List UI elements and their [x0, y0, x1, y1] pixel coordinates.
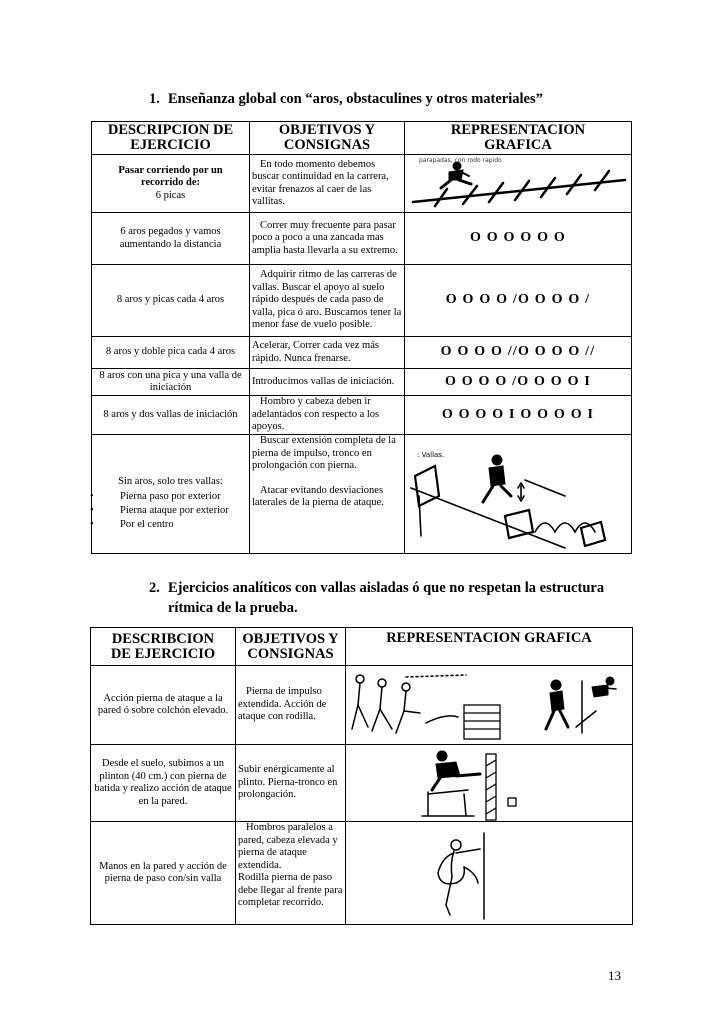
row-description: 6 aros pegados y vamos aumentando la distancia — [92, 213, 250, 265]
row-graphic-sequence: O O O O /O O O O I — [405, 369, 632, 396]
row-objectives: Introducimos vallas de iniciación. — [250, 369, 405, 396]
leg-attack-drawing — [346, 667, 632, 744]
header-objetivos: OBJETIVOS Y CONSIGNAS — [236, 628, 346, 666]
table-row — [92, 337, 632, 369]
header-descripcion: DESCRIPCION DE EJERCICIO — [92, 122, 250, 155]
row-graphic-sequence: O O O O //O O O O // — [405, 337, 632, 369]
section-1-title: Enseñanza global con “aros, obstaculines y otros materiales” — [168, 91, 543, 107]
description-bullets — [94, 490, 247, 532]
list-item: • Pierna ataque por exterior — [94, 504, 247, 518]
section-2-number: 2. — [149, 580, 160, 596]
table-row — [92, 435, 632, 554]
table-row — [91, 666, 633, 745]
row-description: Manos en la pared y acción de pierna de paso con/sin valla — [91, 822, 236, 925]
section-1-number: 1. — [149, 91, 160, 107]
row-description: Pasar corriendo por un recorrido de: 6 picas — [92, 155, 250, 213]
drawing-caption: parapadas, con rodo rapido — [419, 157, 502, 164]
table-1 — [91, 121, 632, 554]
table-2-header-row — [91, 628, 633, 666]
section-2-title-line1: Ejercicios analíticos con vallas aisladas ó que no respetan la estructura — [168, 580, 605, 596]
row-objectives: Correr muy frecuente para pasar poco a poco a una zancada mas amplia hasta llevarla a su extremo. — [250, 213, 405, 265]
header-objetivos: OBJETIVOS Y CONSIGNAS — [250, 122, 405, 155]
section-2-title-line2: rítmica de la prueba. — [168, 600, 298, 616]
row-objectives: Adquirir ritmo de las carreras de vallas. Buscar el apoyo al suelo rápido después de cada paso de valla, pica ó aro. Buscamos tener la menor fase de vuelo posible. — [250, 265, 405, 337]
list-item: • Por el centro — [94, 518, 247, 532]
table-2 — [90, 627, 633, 925]
header-representacion: REPRESENTACION GRAFICA — [405, 122, 632, 155]
row-description: Acción pierna de ataque a la pared ó sobre colchón elevado. — [91, 666, 236, 745]
row-graphic — [346, 745, 633, 822]
row-description: 8 aros y dos vallas de iniciación — [92, 396, 250, 435]
wall-trail-leg-drawing — [346, 823, 632, 924]
table-row — [92, 369, 632, 396]
header-descripcion: DESCRIBCION DE EJERCICIO — [91, 628, 236, 666]
table-row — [92, 155, 632, 213]
row-graphic — [346, 666, 633, 745]
list-item: • Pierna paso por exterior — [94, 490, 247, 504]
drawing-caption: : Vallas. — [417, 451, 445, 459]
row-graphic-sequence: O O O O O O — [405, 213, 632, 265]
row-objectives: Hombro y cabeza deben ir adelantados con respecto a los apoyos. — [250, 396, 405, 435]
section-2-heading — [149, 579, 709, 619]
table-row — [91, 822, 633, 925]
row-graphic-sequence: O O O O I O O O O I — [405, 396, 632, 435]
row-description — [92, 435, 250, 554]
row-graphic-sequence: O O O O /O O O O / — [405, 265, 632, 337]
row-objectives: Buscar extensión completa de la pierna de impulso, tronco en prolongación con pierna. Atacar evitando desviaciones laterales de la pierna de ataque. — [250, 435, 405, 554]
row-graphic — [405, 435, 632, 554]
table-row — [92, 396, 632, 435]
row-graphic — [405, 155, 632, 213]
description-title: Sin aros, solo tres vallas: — [118, 475, 223, 487]
row-objectives: Acelerar, Correr cada vez más rápido. Nunca frenarse. — [250, 337, 405, 369]
row-objectives: En todo momento debemos buscar continuidad en la carrera, evitar frenazos al caer de las vallitas. — [250, 155, 405, 213]
row-graphic — [346, 822, 633, 925]
plinth-attack-drawing — [346, 746, 632, 821]
row-objectives: Pierna de impulso extendida. Acción de ataque con rodilla. — [236, 666, 346, 745]
table-row — [92, 265, 632, 337]
table-row — [92, 213, 632, 265]
row-description: 8 aros con una pica y una valla de iniciación — [92, 369, 250, 396]
table-row — [91, 745, 633, 822]
table-1-header-row — [92, 122, 632, 155]
row-description: 8 aros y doble pica cada 4 aros — [92, 337, 250, 369]
page-number: 13 — [608, 968, 621, 983]
row-objectives: Hombros paralelos a pared, cabeza elevada y pierna de ataque extendida. Rodilla pierna de paso debe llegar al frente para completar recorrido. — [236, 822, 346, 925]
row-description: Desde el suelo, subimos a un plinton (40 cm.) con pierna de batida y realizo acción de ataque en la pared. — [91, 745, 236, 822]
section-1-heading — [149, 90, 709, 110]
row-description: 8 aros y picas cada 4 aros — [92, 265, 250, 337]
header-representacion: REPRESENTACION GRAFICA — [346, 628, 633, 666]
row-objectives: Subir enérgicamente al plinto. Pierna-tronco en prolongación. — [236, 745, 346, 822]
